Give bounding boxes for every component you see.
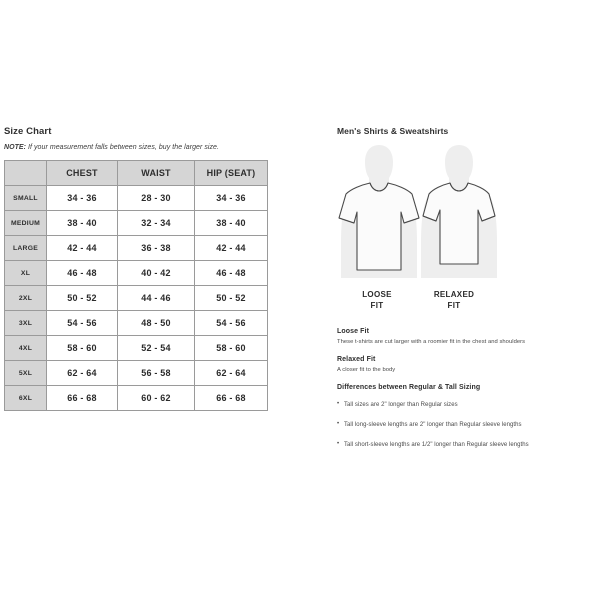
size-label-small: SMALL: [5, 186, 47, 211]
loose-fit-description: [337, 328, 587, 373]
page-title: Size Chart: [4, 126, 52, 137]
waist-value-medium: 32 - 34: [118, 211, 195, 236]
column-header-waist: WAIST: [118, 161, 195, 186]
chest-value-6xl: 66 - 68: [47, 386, 118, 411]
hip-value-6xl: 66 - 68: [195, 386, 268, 411]
loose-fit-body: These t-shirts are cut larger with a roomier fit in the chest and shoulders: [337, 339, 526, 345]
table-corner-cell: [5, 161, 47, 186]
chest-value-4xl: 58 - 60: [47, 336, 118, 361]
table-header-row: [5, 161, 268, 186]
fit-guide-title: Men's Shirts & Sweatshirts: [337, 126, 449, 136]
chest-value-2xl: 50 - 52: [47, 286, 118, 311]
loose-fit-caption: [340, 289, 414, 311]
hip-value-small: 34 - 36: [195, 186, 268, 211]
sizing-differences-heading: Differences between Regular & Tall Sizing: [337, 384, 481, 391]
size-label-xl: XL: [5, 261, 47, 286]
list-item: • Tall long-sleeve lengths are 2" longer than Regular sleeve lengths: [337, 422, 587, 428]
chest-value-xl: 46 - 48: [47, 261, 118, 286]
size-label-3xl: 3XL: [5, 311, 47, 336]
size-label-large: LARGE: [5, 236, 47, 261]
size-note-label: NOTE:: [4, 144, 27, 151]
hip-value-large: 42 - 44: [195, 236, 268, 261]
loose-fit-shirt-icon: [337, 142, 421, 287]
table-row: [5, 311, 268, 336]
waist-value-6xl: 60 - 62: [118, 386, 195, 411]
sizing-differences-list: [337, 402, 587, 448]
table-row: [5, 186, 268, 211]
table-row: [5, 336, 268, 361]
waist-value-small: 28 - 30: [118, 186, 195, 211]
column-header-hip: HIP (SEAT): [195, 161, 268, 186]
chest-value-small: 34 - 36: [47, 186, 118, 211]
loose-fit-figure: [337, 142, 421, 287]
loose-fit-caption-line2: FIT: [370, 301, 384, 310]
loose-fit-caption-line1: LOOSE: [362, 290, 392, 299]
hip-value-3xl: 54 - 56: [195, 311, 268, 336]
relaxed-fit-caption-line2: FIT: [447, 301, 461, 310]
size-measurements-table: [4, 160, 268, 411]
waist-value-5xl: 56 - 58: [118, 361, 195, 386]
table-row: [5, 361, 268, 386]
table-row: [5, 286, 268, 311]
size-note-text: If your measurement falls between sizes, buy the larger size.: [26, 144, 219, 151]
hip-value-4xl: 58 - 60: [195, 336, 268, 361]
hip-value-medium: 38 - 40: [195, 211, 268, 236]
table-row: [5, 261, 268, 286]
loose-fit-heading: Loose Fit: [337, 328, 370, 335]
size-note: [4, 144, 276, 151]
waist-value-large: 36 - 38: [118, 236, 195, 261]
fit-guide-panel: [337, 126, 587, 462]
fit-figure-labels: [337, 289, 517, 317]
hip-value-2xl: 50 - 52: [195, 286, 268, 311]
table-row: [5, 236, 268, 261]
waist-value-4xl: 52 - 54: [118, 336, 195, 361]
list-item: • Tall sizes are 2" longer than Regular sizes: [337, 402, 587, 408]
waist-value-3xl: 48 - 50: [118, 311, 195, 336]
fit-illustrations: [337, 142, 507, 287]
chest-value-5xl: 62 - 64: [47, 361, 118, 386]
chest-value-large: 42 - 44: [47, 236, 118, 261]
waist-value-2xl: 44 - 46: [118, 286, 195, 311]
column-header-chest: CHEST: [47, 161, 118, 186]
list-item: • Tall short-sleeve lengths are 1/2" longer than Regular sleeve lengths: [337, 442, 587, 448]
relaxed-fit-figure: [417, 142, 501, 287]
hip-value-xl: 46 - 48: [195, 261, 268, 286]
chest-value-medium: 38 - 40: [47, 211, 118, 236]
waist-value-xl: 40 - 42: [118, 261, 195, 286]
relaxed-fit-body: A closer fit to the body: [337, 367, 396, 373]
size-label-4xl: 4XL: [5, 336, 47, 361]
relaxed-fit-caption-line1: RELAXED: [433, 290, 475, 299]
relaxed-fit-caption: [417, 289, 491, 311]
size-label-2xl: 2XL: [5, 286, 47, 311]
relaxed-fit-shirt-icon: [417, 142, 501, 287]
chest-value-3xl: 54 - 56: [47, 311, 118, 336]
size-label-6xl: 6XL: [5, 386, 47, 411]
hip-value-5xl: 62 - 64: [195, 361, 268, 386]
table-row: [5, 211, 268, 236]
size-label-medium: MEDIUM: [5, 211, 47, 236]
size-label-5xl: 5XL: [5, 361, 47, 386]
table-row: [5, 386, 268, 411]
size-chart-panel: [4, 126, 276, 411]
relaxed-fit-heading: Relaxed Fit: [337, 356, 376, 363]
